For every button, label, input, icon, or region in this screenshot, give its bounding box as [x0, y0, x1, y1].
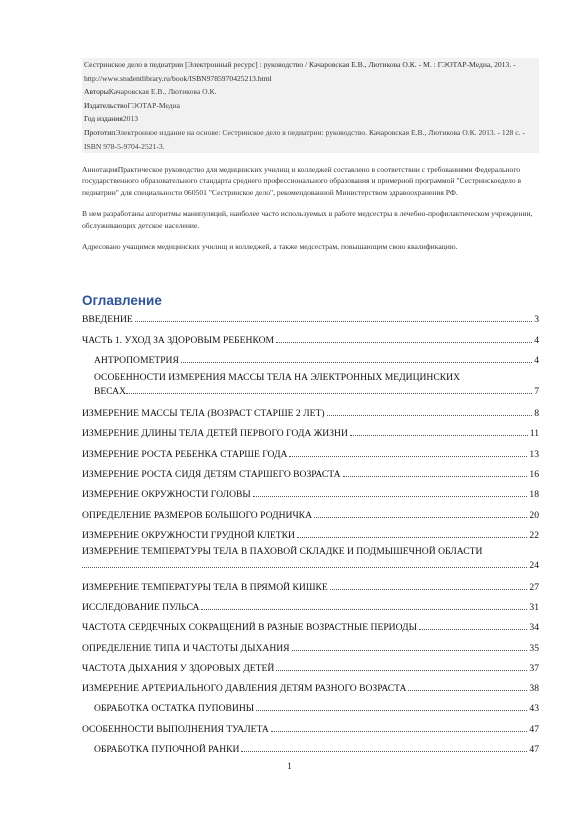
toc-entry[interactable]	[82, 487, 539, 500]
toc-entry[interactable]	[82, 426, 539, 439]
toc-entry-title: ИЗМЕРЕНИЕ АРТЕРИАЛЬНОГО ДАВЛЕНИЯ ДЕТЯМ РАЗНОГО ВОЗРАСТА	[82, 683, 407, 694]
toc-entry-title: ИЗМЕРЕНИЕ ТЕМПЕРАТУРЫ ТЕЛА В ПРЯМОЙ КИШКЕ	[82, 582, 328, 593]
toc-entry-title: АНТРОПОМЕТРИЯ	[94, 355, 179, 366]
publisher-label: Издательство	[84, 100, 128, 110]
toc-entry-page: 13	[529, 449, 539, 460]
toc-dot-leader	[126, 392, 532, 394]
toc-entry-page: 7	[534, 386, 539, 397]
toc-entry[interactable]	[94, 742, 539, 755]
annotation	[82, 164, 552, 262]
toc-title: Оглавление	[82, 293, 162, 308]
toc-entry-title: ОСОБЕННОСТИ ВЫПОЛНЕНИЯ ТУАЛЕТА	[82, 724, 269, 735]
toc-entry[interactable]	[82, 600, 539, 613]
toc-dot-leader	[201, 608, 527, 610]
toc-entry-page: 22	[529, 530, 539, 541]
toc-entry-title: ОСОБЕННОСТИ ИЗМЕРЕНИЯ МАССЫ ТЕЛА НА ЭЛЕКТРОННЫХ МЕДИЦИНСКИХ	[94, 372, 461, 383]
toc-entry-page: 18	[529, 489, 539, 500]
prototype-row	[82, 126, 539, 153]
toc-dot-leader	[292, 649, 528, 651]
toc-entry-page: 38	[529, 683, 539, 694]
toc-entry-page: 43	[529, 703, 539, 714]
toc-entry-title: ИЗМЕРЕНИЕ ТЕМПЕРАТУРЫ ТЕЛА В ПАХОВОЙ СКЛАДКЕ И ПОДМЫШЕЧНОЙ ОБЛАСТИ	[82, 546, 483, 557]
toc-dot-leader	[408, 689, 527, 691]
toc-entry-title: ОБРАБОТКА ПУПОЧНОЙ РАНКИ	[94, 744, 240, 755]
publisher-value: ГЭОТАР-Медиа	[127, 100, 181, 110]
annotation-paragraph-1	[82, 164, 552, 198]
citation-text: Сестринское дело в педиатрии [Электронный ресурс] : руководство / Качаровская Е.В., Лютикова О.К. - М. : ГЭОТАР-Медиа, 2013. - http://www.studentlibrary.ru/book/ISBN9785970425213.html	[84, 60, 516, 83]
toc-dot-leader	[241, 750, 527, 752]
authors-row	[82, 85, 539, 99]
toc-entry[interactable]	[82, 722, 539, 735]
toc-entry-continuation	[82, 558, 539, 571]
toc-entry[interactable]	[82, 333, 539, 346]
toc-entry-title: ИЗМЕРЕНИЕ ОКРУЖНОСТИ ГРУДНОЙ КЛЕТКИ	[82, 530, 295, 541]
toc-entry-page: 37	[529, 663, 539, 674]
toc-entry[interactable]	[82, 406, 539, 419]
toc-entry[interactable]	[82, 681, 539, 694]
toc-entry[interactable]	[82, 620, 539, 633]
toc-entry-page: 47	[529, 724, 539, 735]
toc-entry-title: ВВЕДЕНИЕ	[82, 314, 133, 325]
annotation-text-1: Практическое руководство для медицинских училищ и колледжей составлено в соответствии с требованиями Федерального государственного образовательного стандарта среднего профессионального образования и примерной программой "Сестринскоедело в педиатрии" для специальности 060501 "Сестринское дело", рекомендованной Министерством здравоохранения РФ.	[82, 165, 522, 197]
toc-dot-leader	[314, 516, 527, 518]
authors-value: Качаровская Е.В., Лютикова О.К.	[108, 87, 217, 97]
toc-entry-title: ИЗМЕРЕНИЕ МАССЫ ТЕЛА (ВОЗРАСТ СТАРШЕ 2 ЛЕТ)	[82, 408, 325, 419]
toc-entry-title: ИЗМЕРЕНИЕ ДЛИНЫ ТЕЛА ДЕТЕЙ ПЕРВОГО ГОДА ЖИЗНИ	[82, 428, 348, 439]
toc-dot-leader	[271, 730, 528, 732]
toc-entry-title: ЧАСТЬ 1. УХОД ЗА ЗДОРОВЫМ РЕБЕНКОМ	[82, 335, 275, 346]
toc-entry-page: 11	[529, 428, 539, 439]
toc-entry[interactable]	[82, 508, 539, 521]
toc-entry-continuation	[94, 384, 539, 397]
toc-entry[interactable]	[82, 641, 539, 654]
toc-dot-leader	[82, 566, 527, 568]
toc-entry-page: 35	[529, 643, 539, 654]
prototype-label: Прототип	[84, 127, 116, 137]
toc-entry-page: 16	[529, 469, 539, 480]
bibliographic-metadata	[82, 58, 539, 153]
toc-entry[interactable]	[82, 312, 539, 325]
toc-entry[interactable]	[94, 371, 539, 397]
annotation-label: Аннотация	[82, 165, 118, 174]
prototype-value: Электронное издание на основе: Сестринское дело в педиатрии: руководство. Качаровская Е.В., Лютикова О.К. 2013. - 128 с. - ISBN 978-5-9704-2521-3.	[84, 127, 525, 151]
toc-entry-page: 24	[529, 560, 539, 571]
toc-dot-leader	[330, 588, 528, 590]
toc-entry-page: 34	[529, 622, 539, 633]
toc-dot-leader	[135, 320, 532, 322]
toc-dot-leader	[297, 536, 527, 538]
toc-dot-leader	[181, 361, 532, 363]
toc-dot-leader	[350, 434, 528, 436]
toc-entry-page: 27	[529, 582, 539, 593]
toc-entry[interactable]	[82, 545, 539, 571]
toc-entry-page: 8	[534, 408, 539, 419]
toc-entry[interactable]	[94, 701, 539, 714]
toc-dot-leader	[289, 455, 527, 457]
toc-dot-leader	[343, 475, 528, 477]
toc-entry-title: ОПРЕДЕЛЕНИЕ РАЗМЕРОВ БОЛЬШОГО РОДНИЧКА	[82, 510, 313, 521]
year-value: 2013	[122, 114, 139, 124]
toc-entry-title: ИЗМЕРЕНИЕ РОСТА РЕБЕНКА СТАРШЕ ГОДА	[82, 449, 288, 460]
toc-entry-title: ОБРАБОТКА ОСТАТКА ПУПОВИНЫ	[94, 703, 255, 714]
toc-dot-leader	[276, 341, 532, 343]
toc-entry-page: 20	[529, 510, 539, 521]
toc-dot-leader	[253, 495, 528, 497]
toc-entry-title: ОПРЕДЕЛЕНИЕ ТИПА И ЧАСТОТЫ ДЫХАНИЯ	[82, 643, 290, 654]
toc-entry[interactable]	[82, 661, 539, 674]
publisher-row	[82, 99, 539, 113]
toc-entry-title: ЧАСТОТА СЕРДЕЧНЫХ СОКРАЩЕНИЙ В РАЗНЫЕ ВОЗРАСТНЫЕ ПЕРИОДЫ	[82, 622, 417, 633]
toc-entry-page: 31	[529, 602, 539, 613]
toc-entry-title-cont: ВЕСАХ	[94, 386, 127, 397]
year-label: Год издания	[84, 114, 123, 124]
toc-entry[interactable]	[82, 447, 539, 460]
citation-row	[82, 58, 539, 85]
toc-dot-leader	[419, 628, 527, 630]
toc-entry[interactable]	[94, 353, 539, 366]
authors-label: Авторы	[84, 87, 109, 97]
toc-entry-page: 3	[534, 314, 539, 325]
year-row	[82, 112, 539, 126]
toc-entry-title: ИССЛЕДОВАНИЕ ПУЛЬСА	[82, 602, 200, 613]
toc-dot-leader	[256, 709, 527, 711]
toc-entry[interactable]	[82, 467, 539, 480]
toc-dot-leader	[327, 414, 533, 416]
toc-entry-title: ИЗМЕРЕНИЕ ОКРУЖНОСТИ ГОЛОВЫ	[82, 489, 251, 500]
toc-entry[interactable]	[82, 528, 539, 541]
toc-dot-leader	[276, 669, 527, 671]
toc-entry-page: 4	[534, 335, 539, 346]
annotation-paragraph-3: Адресовано учащимся медицинских училищ и колледжей, а также медсестрам, повышающим свою квалификацию.	[82, 242, 458, 252]
toc-entry-page: 47	[529, 744, 539, 755]
toc-entry-page: 4	[534, 355, 539, 366]
toc-entry-title: ИЗМЕРЕНИЕ РОСТА СИДЯ ДЕТЯМ СТАРШЕГО ВОЗРАСТА	[82, 469, 341, 480]
annotation-paragraph-2: В нем разработаны алгоритмы манипуляций, наиболее часто используемых в работе медсестры в лечебно-профилактическом учреждении, обслуживающих детское население.	[82, 209, 533, 230]
page-number: 1	[287, 762, 292, 772]
toc-entry-title: ЧАСТОТА ДЫХАНИЯ У ЗДОРОВЫХ ДЕТЕЙ	[82, 663, 275, 674]
toc-entry[interactable]	[82, 580, 539, 593]
